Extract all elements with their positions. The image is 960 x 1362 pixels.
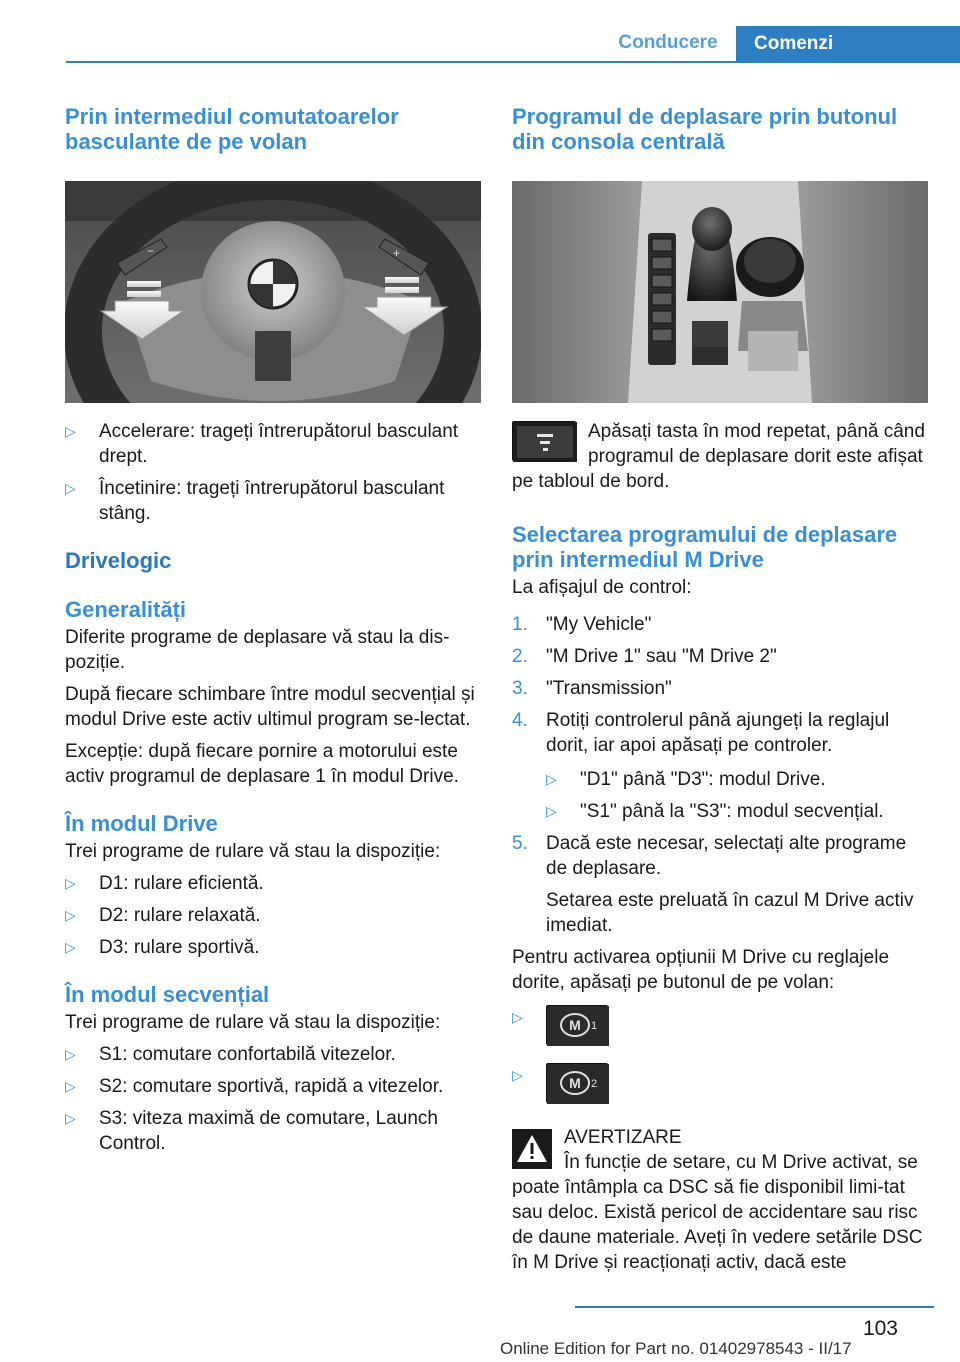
triangle-bullet-icon: ▷ xyxy=(546,771,557,787)
steering-wheel-photo xyxy=(65,181,481,403)
svg-text:+: + xyxy=(393,246,401,260)
center-console-illustration xyxy=(512,181,928,403)
paragraph-drive-intro: Trei programe de rulare vă stau la dispoziție: xyxy=(65,841,441,862)
center-console-photo xyxy=(512,181,928,403)
heading-paddles: Prin intermediul comutatoarelor basculante de pe volan xyxy=(65,104,399,154)
triangle-bullet-icon: ▷ xyxy=(546,803,557,819)
page-number: 103 xyxy=(862,1317,898,1340)
warning-title: AVERTIZARE xyxy=(564,1127,682,1148)
triangle-bullet-icon: ▷ xyxy=(65,480,76,496)
triangle-bullet-icon: ▷ xyxy=(512,1009,523,1025)
triangle-bullet-icon: ▷ xyxy=(65,939,76,955)
steering-wheel-illustration xyxy=(65,181,481,403)
page-header xyxy=(0,26,960,62)
triangle-bullet-icon: ▷ xyxy=(65,1110,76,1126)
m2-label: 2 xyxy=(591,1078,598,1090)
list-item: 1. "My Vehicle" xyxy=(512,614,652,635)
triangle-bullet-icon: ▷ xyxy=(512,1067,523,1083)
list-item: 3. "Transmission" xyxy=(512,678,672,699)
triangle-bullet-icon: ▷ xyxy=(65,1046,76,1062)
drive-program-button-icon xyxy=(512,421,576,461)
paragraph-exception: Excepție: după fiecare pornire a motorului este activ programul de deplasare 1 în modul Drive. xyxy=(65,741,459,787)
warning-text: În funcție de setare, cu M Drive activat, se poate întâmpla ca DSC să fie disponibil limi‐tat sau deloc. Există pericol de accidentare sau risc de daune materiale. Aveți în vedere setările DSC în M Drive și reacționați activ, dacă este xyxy=(512,1152,923,1273)
list-item: ▷ S2: comutare sportivă, rapidă a vitezelor. xyxy=(65,1076,444,1097)
footer-rule xyxy=(575,1306,934,1308)
header-rule xyxy=(66,61,960,63)
sequential-list xyxy=(65,1042,481,1156)
paragraph-mdrive-intro: La afișajul de control: xyxy=(512,577,692,598)
svg-text:M: M xyxy=(569,1017,581,1033)
list-item xyxy=(512,1005,928,1051)
list-item: ▷ S3: viteza maximă de comutare, Launch Control. xyxy=(65,1108,439,1154)
right-column xyxy=(512,104,928,1282)
list-item: ▷ D3: rulare sportivă. xyxy=(65,937,260,958)
triangle-bullet-icon: ▷ xyxy=(65,423,76,439)
step5-note: Setarea este preluată în cazul M Drive activ imediat. xyxy=(546,890,914,936)
m1-button-icon xyxy=(546,1005,608,1045)
triangle-bullet-icon: ▷ xyxy=(65,875,76,891)
heading-drivelogic: Drivelogic xyxy=(65,548,172,573)
m1-label: 1 xyxy=(591,1020,598,1032)
paragraph-last-program: După fiecare schimbare între modul secvențial și modul Drive este activ ultimul program se‐lectat. xyxy=(65,684,475,730)
mdrive-buttons-list xyxy=(512,1005,928,1109)
tab-comenzi[interactable]: Comenzi xyxy=(736,26,960,63)
list-item: ▷ S1: comutare confortabilă vitezelor. xyxy=(65,1044,396,1065)
warning-icon xyxy=(512,1129,552,1169)
warning-block xyxy=(512,1125,928,1275)
triangle-bullet-icon: ▷ xyxy=(65,1078,76,1094)
list-item: ▷ "S1" până la "S3": modul secvențial. xyxy=(546,801,884,822)
paragraph-seq-intro: Trei programe de rulare vă stau la dispoziție: xyxy=(65,1012,441,1033)
paragraph-console: Apăsați tasta în mod repetat, până când programul de deplasare dorit este afișat pe tabloul de bord. xyxy=(512,421,925,492)
mdrive-steps xyxy=(512,612,928,938)
svg-text:M: M xyxy=(569,1075,581,1091)
heading-mdrive: Selectarea programului de deplasare prin intermediul M Drive xyxy=(512,522,898,572)
list-item: 2. "M Drive 1" sau "M Drive 2" xyxy=(512,646,777,667)
list-item xyxy=(512,1063,928,1109)
list-item: 5. Dacă este necesar, selectați alte programe de deplasare. Setarea este preluată în cazul M Drive activ imediat. xyxy=(512,831,928,938)
list-item: ▷ D1: rulare eficientă. xyxy=(65,873,264,894)
list-item: ▷ Încetinire: trageți întrerupătorul basculant stâng. xyxy=(65,478,445,524)
sub-steps xyxy=(546,767,928,824)
console-instruction xyxy=(512,419,928,494)
heading-sequential-mode: În modul secvențial xyxy=(65,982,270,1007)
triangle-bullet-icon: ▷ xyxy=(65,907,76,923)
svg-text:−: − xyxy=(147,244,155,258)
drive-list xyxy=(65,871,481,960)
heading-generalitati: Generalități xyxy=(65,597,187,622)
tab-conducere[interactable]: Conducere xyxy=(618,32,718,53)
m2-button-icon xyxy=(546,1063,608,1103)
list-item: ▷ Accelerare: trageți întrerupătorul basculant drept. xyxy=(65,421,459,467)
edition-note: Online Edition for Part no. 01402978543 - II/17 xyxy=(500,1339,852,1358)
paragraph-programs: Diferite programe de deplasare vă stau la dis‐poziție. xyxy=(65,627,450,673)
heading-console: Programul de deplasare prin butonul din consola centrală xyxy=(512,104,898,154)
list-item: 4. Rotiți controlerul până ajungeți la reglajul dorit, iar apoi apăsați pe controler. ▷ "D1" până "D3": modul Drive. ▷ "S1" până la "S3": modul secvențial. xyxy=(512,708,928,824)
list-item: ▷ D2: rulare relaxată. xyxy=(65,905,261,926)
heading-drive-mode: În modul Drive xyxy=(65,811,218,836)
list-item: ▷ "D1" până "D3": modul Drive. xyxy=(546,769,826,790)
paddles-list xyxy=(65,419,481,526)
paragraph-activate: Pentru activarea opțiunii M Drive cu reglajele dorite, apăsați pe butonul de pe volan: xyxy=(512,947,890,993)
left-column xyxy=(65,104,481,1163)
